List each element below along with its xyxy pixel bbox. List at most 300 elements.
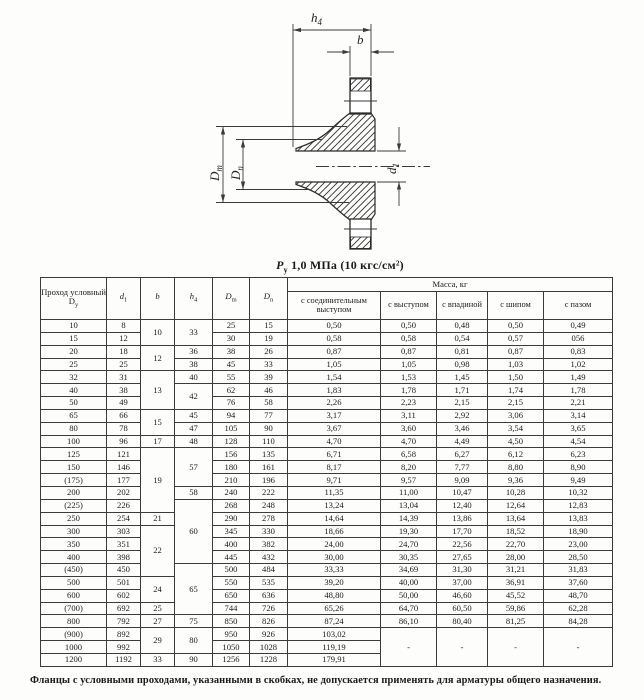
table-cell: 0,57 [488, 332, 544, 345]
table-cell: 80 [175, 628, 213, 654]
table-cell: 501 [107, 576, 141, 589]
table-cell: 3,65 [544, 422, 613, 435]
table-cell: 42 [175, 384, 213, 410]
table-cell: 535 [250, 576, 288, 589]
table-cell: 3,67 [288, 422, 381, 435]
table-cell: 45 [175, 409, 213, 422]
table-cell: 4,70 [381, 435, 437, 448]
table-cell: 100 [41, 435, 107, 448]
table-cell: 9,49 [544, 474, 613, 487]
table-cell: 10,47 [437, 486, 488, 499]
table-cell: 17,70 [437, 525, 488, 538]
table-cell: 1256 [213, 653, 250, 666]
table-cell: 30 [213, 332, 250, 345]
table-row [41, 397, 613, 410]
table-cell: 39,20 [288, 576, 381, 589]
table-cell: 25 [41, 358, 107, 371]
table-cell: 36 [175, 345, 213, 358]
table-cell: 3,54 [488, 422, 544, 435]
table-cell: 1,54 [288, 371, 381, 384]
table-row [41, 409, 613, 422]
table-cell: 300 [41, 525, 107, 538]
table-cell: 50 [41, 397, 107, 410]
table-cell: 250 [41, 512, 107, 525]
table-cell: 1,78 [381, 384, 437, 397]
table-cell: 4,70 [288, 435, 381, 448]
table-cell: 3,11 [381, 409, 437, 422]
col-header-h4: $h_4$ [175, 278, 213, 320]
table-cell: 31,83 [544, 564, 613, 577]
table-cell: 15 [41, 332, 107, 345]
table-cell: 156 [213, 448, 250, 461]
table-cell: 14,64 [288, 512, 381, 525]
table-cell: 59,86 [488, 602, 544, 615]
table-cell: 22 [141, 525, 175, 576]
table-cell: 12,40 [437, 499, 488, 512]
table-cell: 2,92 [437, 409, 488, 422]
table-cell: 13,04 [381, 499, 437, 512]
table-cell: 34,69 [381, 564, 437, 577]
table-cell: 196 [250, 474, 288, 487]
table-cell: 926 [250, 628, 288, 641]
table-cell: 2,23 [381, 397, 437, 410]
dimension-label-dn: $D_n$ [228, 166, 245, 180]
table-cell: 9,36 [488, 474, 544, 487]
col-header-b: b [141, 278, 175, 320]
table-cell: 1,03 [488, 358, 544, 371]
table-cell: 303 [107, 525, 141, 538]
table-cell: 29 [141, 628, 175, 654]
table-cell: - [544, 628, 613, 667]
table-cell: 22,56 [437, 538, 488, 551]
table-cell: 65 [175, 564, 213, 615]
table-cell: 24,70 [381, 538, 437, 551]
table-cell: 46 [250, 384, 288, 397]
table-cell: 254 [107, 512, 141, 525]
table-row [41, 499, 613, 512]
col-header-mass-4: с пазом [544, 292, 613, 320]
table-row [41, 461, 613, 474]
flange-lower-rim [344, 219, 377, 249]
table-cell: 13,86 [437, 512, 488, 525]
table-cell: 10,28 [488, 486, 544, 499]
table-cell: 500 [41, 576, 107, 589]
table-row [41, 422, 613, 435]
table-cell: - [381, 628, 437, 667]
table-cell: 36,91 [488, 576, 544, 589]
table-cell: 6,23 [544, 448, 613, 461]
table-row [41, 332, 613, 345]
table-cell: 25 [107, 358, 141, 371]
table-cell: 400 [41, 551, 107, 564]
table-cell: 119,19 [288, 641, 381, 654]
table-cell: 17 [141, 435, 175, 448]
table-cell: 31,21 [488, 564, 544, 577]
table-cell: 056 [544, 332, 613, 345]
table-row [41, 358, 613, 371]
table-cell: 25 [213, 320, 250, 333]
table-cell: 65,26 [288, 602, 381, 615]
table-cell: 382 [250, 538, 288, 551]
table-cell: 2,15 [437, 397, 488, 410]
table-cell: 3,46 [437, 422, 488, 435]
table-row [41, 551, 613, 564]
table-row [41, 576, 613, 589]
table-row [41, 435, 613, 448]
table-cell: 400 [213, 538, 250, 551]
table-cell: 30,00 [288, 551, 381, 564]
table-cell: 3,14 [544, 409, 613, 422]
table-cell: 38 [175, 358, 213, 371]
table-cell: 3,06 [488, 409, 544, 422]
table-cell: 45,52 [488, 589, 544, 602]
col-header-mass-2: с впадиной [437, 292, 488, 320]
table-cell: 10 [141, 320, 175, 346]
table-row [41, 474, 613, 487]
table-cell: 177 [107, 474, 141, 487]
table-cell: 75 [175, 615, 213, 628]
table-cell: 40 [41, 384, 107, 397]
table-cell: 15 [250, 320, 288, 333]
table-cell: 10,32 [544, 486, 613, 499]
table-cell: 86,10 [381, 615, 437, 628]
flange-drawing [0, 0, 644, 258]
table-cell: 1,53 [381, 371, 437, 384]
table-cell: 38 [107, 384, 141, 397]
table-cell: 128 [213, 435, 250, 448]
table-cell: 432 [250, 551, 288, 564]
table-cell: 6,27 [437, 448, 488, 461]
table-cell: 32 [41, 371, 107, 384]
table-cell: 90 [250, 422, 288, 435]
table-body [41, 320, 613, 667]
table-cell: 398 [107, 551, 141, 564]
flange-upper-rim [344, 78, 377, 114]
table-cell: 18,52 [488, 525, 544, 538]
col-header-mass-1: с выступом [381, 292, 437, 320]
table-cell: 49 [107, 397, 141, 410]
table-cell: 1192 [107, 653, 141, 666]
table-cell: 27,65 [437, 551, 488, 564]
table-cell: 3,17 [288, 409, 381, 422]
table-cell: 11,35 [288, 486, 381, 499]
table-cell: 1,45 [437, 371, 488, 384]
table-cell: 39 [250, 371, 288, 384]
table-cell: - [437, 628, 488, 667]
table-row [41, 320, 613, 333]
table-cell: 33 [141, 653, 175, 666]
col-header-dy: Проход условный $D_у$ [41, 278, 107, 320]
table-cell: 76 [213, 397, 250, 410]
table-cell: 9,57 [381, 474, 437, 487]
col-header-d1: $d_1$ [107, 278, 141, 320]
table-cell: 330 [250, 525, 288, 538]
col-header-dm: $D_m$ [213, 278, 250, 320]
table-cell: 1,02 [544, 358, 613, 371]
table-cell: 0,49 [544, 320, 613, 333]
table-cell: 0,87 [381, 345, 437, 358]
table-cell: 13,83 [544, 512, 613, 525]
table-cell: 38 [213, 345, 250, 358]
table-cell: 19 [250, 332, 288, 345]
table-cell: 80 [41, 422, 107, 435]
table-cell: 18,90 [544, 525, 613, 538]
table-cell: 37,60 [544, 576, 613, 589]
table-cell: 602 [107, 589, 141, 602]
table-cell: 1,78 [544, 384, 613, 397]
table-row [41, 525, 613, 538]
table-cell: 210 [213, 474, 250, 487]
table-cell: (900) [41, 628, 107, 641]
table-row [41, 564, 613, 577]
flange-spec-table [40, 277, 613, 667]
table-cell: 180 [213, 461, 250, 474]
table-cell: 23,00 [544, 538, 613, 551]
table-cell: 11,00 [381, 486, 437, 499]
table-cell: 21 [141, 512, 175, 525]
table-cell: 55 [213, 371, 250, 384]
footnote: Фланцы с условными проходами, указанными в скобках, не допускается применять для арматуры общего назначения. [30, 675, 602, 686]
table-row [41, 628, 613, 641]
table-cell: 24,00 [288, 538, 381, 551]
table-cell: 27 [141, 615, 175, 628]
table-cell: 14,39 [381, 512, 437, 525]
table-cell: 345 [213, 525, 250, 538]
table-cell: 0,87 [288, 345, 381, 358]
col-header-mass-3: с шипом [488, 292, 544, 320]
table-cell: 94 [213, 409, 250, 422]
table-title: $P_у$ 1,0 МПа (10 кгс/см²) [276, 258, 404, 275]
dimension-label-d1: $d_1$ [384, 163, 401, 174]
table-cell: 1050 [213, 641, 250, 654]
table-cell: 550 [213, 576, 250, 589]
dimension-label-dm: $D_m$ [207, 165, 224, 181]
table-cell: 37,00 [437, 576, 488, 589]
table-cell: 125 [41, 448, 107, 461]
table-cell: 8,80 [488, 461, 544, 474]
table-cell: 40 [175, 371, 213, 384]
table-cell: 1,71 [437, 384, 488, 397]
table-cell: 13,24 [288, 499, 381, 512]
col-header-mass-group: Масса, кг [288, 278, 613, 292]
dimension-label-b: b [357, 32, 364, 47]
table-cell: 62,28 [544, 602, 613, 615]
table-cell: 10 [41, 320, 107, 333]
table-cell: 33 [250, 358, 288, 371]
table-cell: 484 [250, 564, 288, 577]
table-cell: 445 [213, 551, 250, 564]
table-cell: 19,30 [381, 525, 437, 538]
table-cell: 15 [141, 409, 175, 435]
table-cell: 1,05 [381, 358, 437, 371]
table-cell: 0,98 [437, 358, 488, 371]
col-header-dn: $D_n$ [250, 278, 288, 320]
table-cell: 1,74 [488, 384, 544, 397]
table-cell: 96 [107, 435, 141, 448]
table-cell: 179,91 [288, 653, 381, 666]
table-cell: 744 [213, 602, 250, 615]
table-row [41, 512, 613, 525]
table-cell: 792 [107, 615, 141, 628]
table-cell: 45 [213, 358, 250, 371]
table-cell: 58 [175, 486, 213, 499]
table-cell: (700) [41, 602, 107, 615]
table-cell: 8 [107, 320, 141, 333]
table-cell: 1028 [250, 641, 288, 654]
header-row-top [41, 278, 613, 292]
table-cell: 6,58 [381, 448, 437, 461]
table-cell: 48 [175, 435, 213, 448]
table-cell: 1000 [41, 641, 107, 654]
table-cell: 500 [213, 564, 250, 577]
table-cell: 9,09 [437, 474, 488, 487]
table-row [41, 345, 613, 358]
table-cell: 8,90 [544, 461, 613, 474]
table-cell: 8,17 [288, 461, 381, 474]
table-cell: 4,49 [437, 435, 488, 448]
table-cell: 105 [213, 422, 250, 435]
table-cell: 65 [41, 409, 107, 422]
table-cell: 248 [250, 499, 288, 512]
table-cell: 9,71 [288, 474, 381, 487]
table-cell: 58 [250, 397, 288, 410]
table-cell: 161 [250, 461, 288, 474]
table-cell: 87,24 [288, 615, 381, 628]
table-cell: 3,60 [381, 422, 437, 435]
table-cell: 22,70 [488, 538, 544, 551]
table-cell: 62 [213, 384, 250, 397]
table-cell: 81,25 [488, 615, 544, 628]
table-cell: 826 [250, 615, 288, 628]
table-cell: - [488, 628, 544, 667]
table-cell: 1,83 [288, 384, 381, 397]
table-cell: 950 [213, 628, 250, 641]
table-cell: 30,35 [381, 551, 437, 564]
table-cell: (225) [41, 499, 107, 512]
table-cell: 992 [107, 641, 141, 654]
table-cell: 850 [213, 615, 250, 628]
table-cell: 57 [175, 448, 213, 487]
table-cell: 28,00 [488, 551, 544, 564]
table-cell: 350 [41, 538, 107, 551]
table-cell: 892 [107, 628, 141, 641]
table-cell: 200 [41, 486, 107, 499]
table-cell: 48,70 [544, 589, 613, 602]
table-cell: 110 [250, 435, 288, 448]
table-cell: 0,58 [288, 332, 381, 345]
table-cell: 28,50 [544, 551, 613, 564]
table-cell: (175) [41, 474, 107, 487]
flange-lower-body [296, 182, 375, 220]
table-cell: 450 [107, 564, 141, 577]
table-cell: 0,58 [381, 332, 437, 345]
dimension-b [327, 32, 394, 76]
table-cell: 19 [141, 448, 175, 512]
table-cell: 146 [107, 461, 141, 474]
table-cell: 4,54 [544, 435, 613, 448]
table-cell: 18 [107, 345, 141, 358]
table-cell: 0,50 [488, 320, 544, 333]
table-cell: 47 [175, 422, 213, 435]
table-cell: 0,81 [437, 345, 488, 358]
table-cell: 0,50 [288, 320, 381, 333]
table-cell: 278 [250, 512, 288, 525]
table-cell: 84,28 [544, 615, 613, 628]
table-cell: 103,02 [288, 628, 381, 641]
table-cell: 121 [107, 448, 141, 461]
table-cell: 90 [175, 653, 213, 666]
table-cell: 78 [107, 422, 141, 435]
table-cell: 31,30 [437, 564, 488, 577]
table-cell: 66 [107, 409, 141, 422]
table-cell: 13,64 [488, 512, 544, 525]
table-cell: 135 [250, 448, 288, 461]
table-cell: 50,00 [381, 589, 437, 602]
table-row [41, 538, 613, 551]
table-cell: 6,12 [488, 448, 544, 461]
table-cell: 64,70 [381, 602, 437, 615]
table-cell: 12,83 [544, 499, 613, 512]
table-cell: 24 [141, 576, 175, 602]
table-cell: 13 [141, 371, 175, 410]
table-cell: 48,80 [288, 589, 381, 602]
table-cell: 0,50 [381, 320, 437, 333]
table-cell: 1228 [250, 653, 288, 666]
table-cell: 636 [250, 589, 288, 602]
table-cell: 2,26 [288, 397, 381, 410]
table-cell: 0,48 [437, 320, 488, 333]
table-row [41, 371, 613, 384]
table-cell: 8,20 [381, 461, 437, 474]
table-cell: 1,05 [288, 358, 381, 371]
table-cell: 0,83 [544, 345, 613, 358]
table-cell: 800 [41, 615, 107, 628]
table-cell: 150 [41, 461, 107, 474]
table-cell: 7,77 [437, 461, 488, 474]
table-cell: 12,64 [488, 499, 544, 512]
table-cell: 46,60 [437, 589, 488, 602]
table-cell: 33 [175, 320, 213, 346]
table-row [41, 486, 613, 499]
dimension-label-h4: $h_4$ [311, 10, 322, 27]
table-cell: 40,00 [381, 576, 437, 589]
table-cell: 31 [107, 371, 141, 384]
table-cell: 77 [250, 409, 288, 422]
table-cell: 6,71 [288, 448, 381, 461]
table-cell: 2,15 [488, 397, 544, 410]
table-cell: 202 [107, 486, 141, 499]
table-row [41, 589, 613, 602]
table-cell: 60,50 [437, 602, 488, 615]
table-cell: 268 [213, 499, 250, 512]
table-cell: 240 [213, 486, 250, 499]
table-cell: 290 [213, 512, 250, 525]
table-cell: 351 [107, 538, 141, 551]
table-cell: 0,54 [437, 332, 488, 345]
table-cell: 12 [141, 345, 175, 371]
table-cell: 60 [175, 499, 213, 563]
table-cell: 1,50 [488, 371, 544, 384]
table-cell: 726 [250, 602, 288, 615]
table-cell: 18,66 [288, 525, 381, 538]
table-row [41, 448, 613, 461]
table-row [41, 615, 613, 628]
table-cell: 2,21 [544, 397, 613, 410]
col-header-mass-0: с соединительным выступом [288, 292, 381, 320]
table-cell: 26 [250, 345, 288, 358]
table-cell: 33,33 [288, 564, 381, 577]
table-cell: 1200 [41, 653, 107, 666]
